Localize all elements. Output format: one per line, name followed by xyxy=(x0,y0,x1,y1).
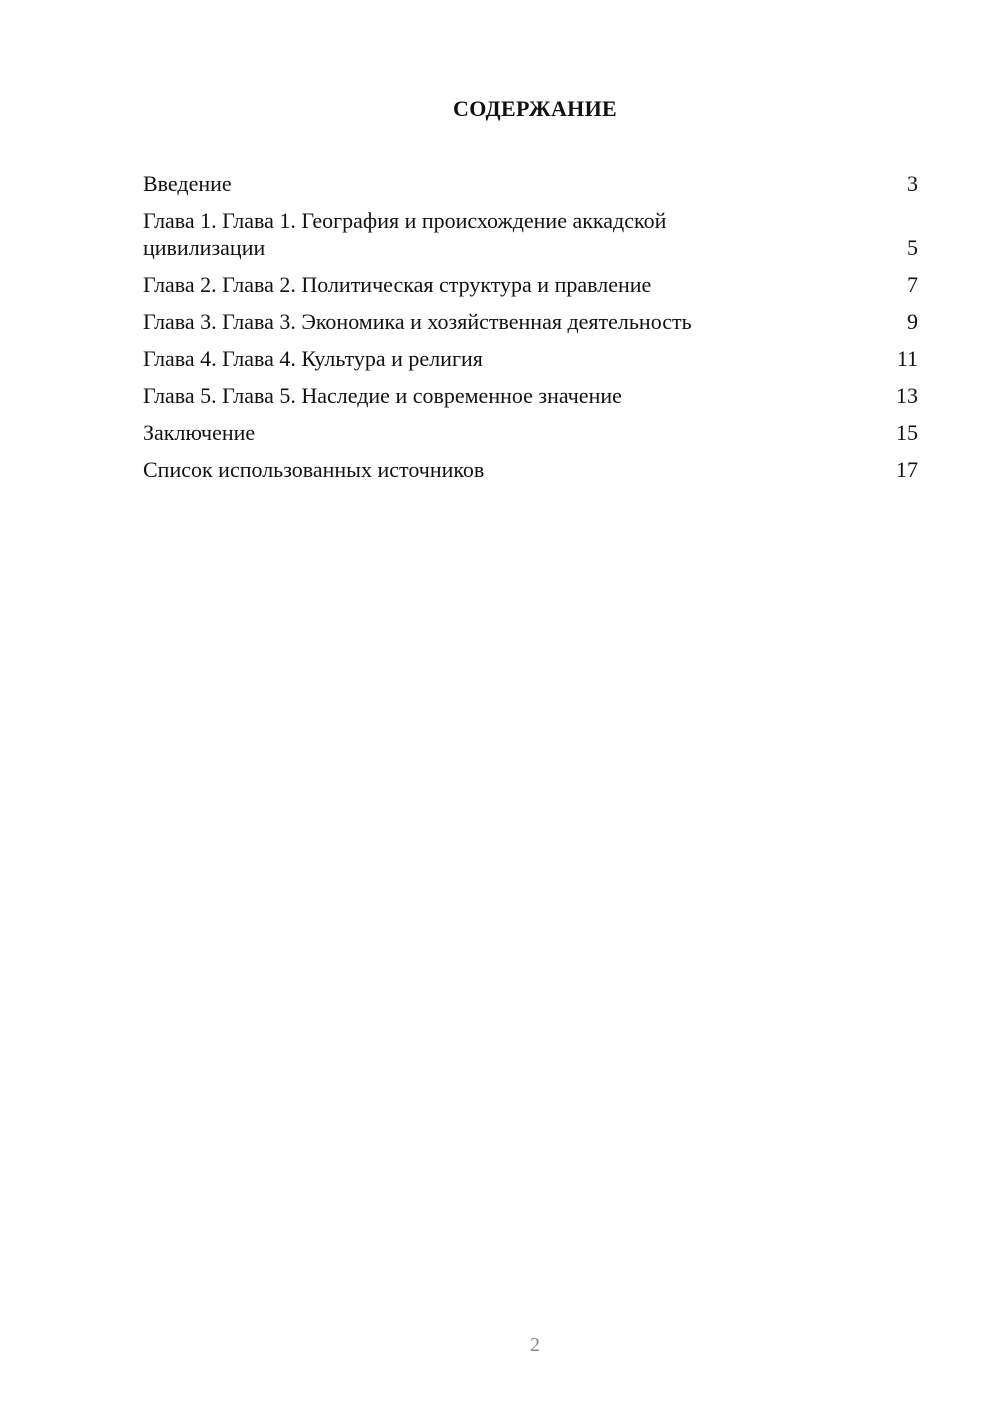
toc-entry-page: 9 xyxy=(907,309,918,334)
toc-entry[interactable] xyxy=(143,345,918,372)
page-number: 2 xyxy=(530,1334,540,1356)
toc-entry-label: Глава 5. Глава 5. Наследие и современное значение xyxy=(143,383,622,408)
toc-entry-label: Глава 2. Глава 2. Политическая структура и правление xyxy=(143,272,652,297)
table-of-contents xyxy=(143,170,918,493)
page-title: СОДЕРЖАНИЕ xyxy=(453,96,617,121)
toc-entry[interactable] xyxy=(143,170,918,197)
toc-entry-label: Введение xyxy=(143,171,232,196)
toc-entry[interactable] xyxy=(143,207,918,261)
toc-entry-label: Список использованных источников xyxy=(143,457,485,482)
toc-entry[interactable] xyxy=(143,308,918,335)
toc-entry-label: Глава 1. Глава 1. География и происхождение аккадской цивилизации xyxy=(143,208,667,260)
toc-entry-label: Глава 3. Глава 3. Экономика и хозяйственная деятельность xyxy=(143,309,692,334)
toc-entry-page: 17 xyxy=(896,457,918,482)
toc-entry[interactable] xyxy=(143,271,918,298)
toc-entry-page: 3 xyxy=(907,171,918,196)
toc-entry-page: 13 xyxy=(896,383,918,408)
toc-entry-page: 11 xyxy=(896,346,918,371)
toc-entry[interactable] xyxy=(143,419,918,446)
toc-entry[interactable] xyxy=(143,382,918,409)
toc-entry-page: 15 xyxy=(896,420,918,445)
toc-entry[interactable] xyxy=(143,456,918,483)
toc-entry-label: Глава 4. Глава 4. Культура и религия xyxy=(143,346,483,371)
toc-entry-page: 5 xyxy=(907,235,918,260)
toc-entry-label: Заключение xyxy=(143,420,256,445)
toc-entry-page: 7 xyxy=(907,272,918,297)
